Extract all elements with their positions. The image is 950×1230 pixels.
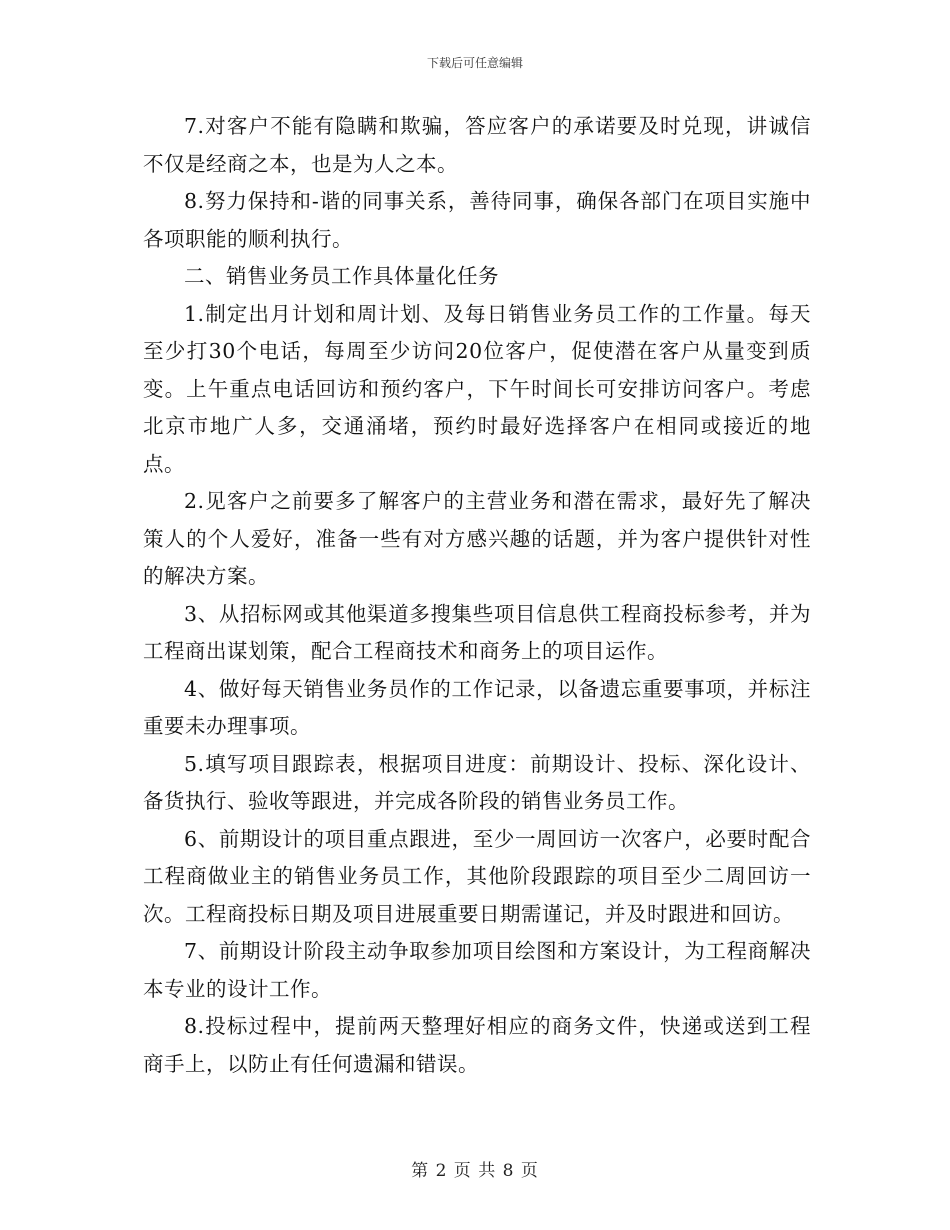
paragraph-task-8: 8.投标过程中，提前两天整理好相应的商务文件，快递或送到工程商手上，以防止有任何遗漏和错误。 [143, 1014, 811, 1076]
section-heading-quantified-tasks: 二、销售业务员工作具体量化任务 [184, 264, 499, 288]
page-number-footer: 第 2 页 共 8 页 [411, 1161, 539, 1181]
paragraph-task-1: 1.制定出月计划和周计划、及每日销售业务员工作的工作量。每天至少打30个电话，每周至少访问20位客户，促使潜在客户从量变到质变。上午重点电话回访和预约客户，下午时间长可安排访问客户。考虑北京市地广人多，交通涌堵，预约时最好选择客户在相同或接近的地点。 [143, 301, 811, 476]
paragraph-task-4: 4、做好每天销售业务员作的工作记录，以备遗忘重要事项，并标注重要未办理事项。 [143, 676, 811, 738]
paragraph-task-7: 7、前期设计阶段主动争取参加项目绘图和方案设计，为工程商解决本专业的设计工作。 [143, 939, 811, 1001]
paragraph-task-2: 2.见客户之前要多了解客户的主营业务和潜在需求，最好先了解决策人的个人爱好，准备一些有对方感兴趣的话题，并为客户提供针对性的解决方案。 [143, 489, 811, 588]
paragraph-task-3: 3、从招标网或其他渠道多搜集些项目信息供工程商投标参考，并为工程商出谋划策，配合工程商技术和商务上的项目运作。 [143, 601, 811, 663]
paragraph-8-colleagues: 8.努力保持和-谐的同事关系，善待同事，确保各部门在项目实施中各项职能的顺利执行。 [143, 189, 811, 251]
paragraph-task-6: 6、前期设计的项目重点跟进，至少一周回访一次客户，必要时配合工程商做业主的销售业务员工作，其他阶段跟踪的项目至少二周回访一次。工程商投标日期及项目进展重要日期需谨记，并及时跟进和回访。 [143, 826, 811, 926]
paragraph-task-5: 5.填写项目跟踪表，根据项目进度：前期设计、投标、深化设计、备货执行、验收等跟进，并完成各阶段的销售业务员工作。 [143, 751, 811, 813]
paragraph-7-honesty: 7.对客户不能有隐瞒和欺骗，答应客户的承诺要及时兑现，讲诚信不仅是经商之本，也是为人之本。 [143, 114, 811, 176]
document-body [143, 108, 811, 1083]
page-header: 下载后可任意编辑 [426, 56, 523, 70]
